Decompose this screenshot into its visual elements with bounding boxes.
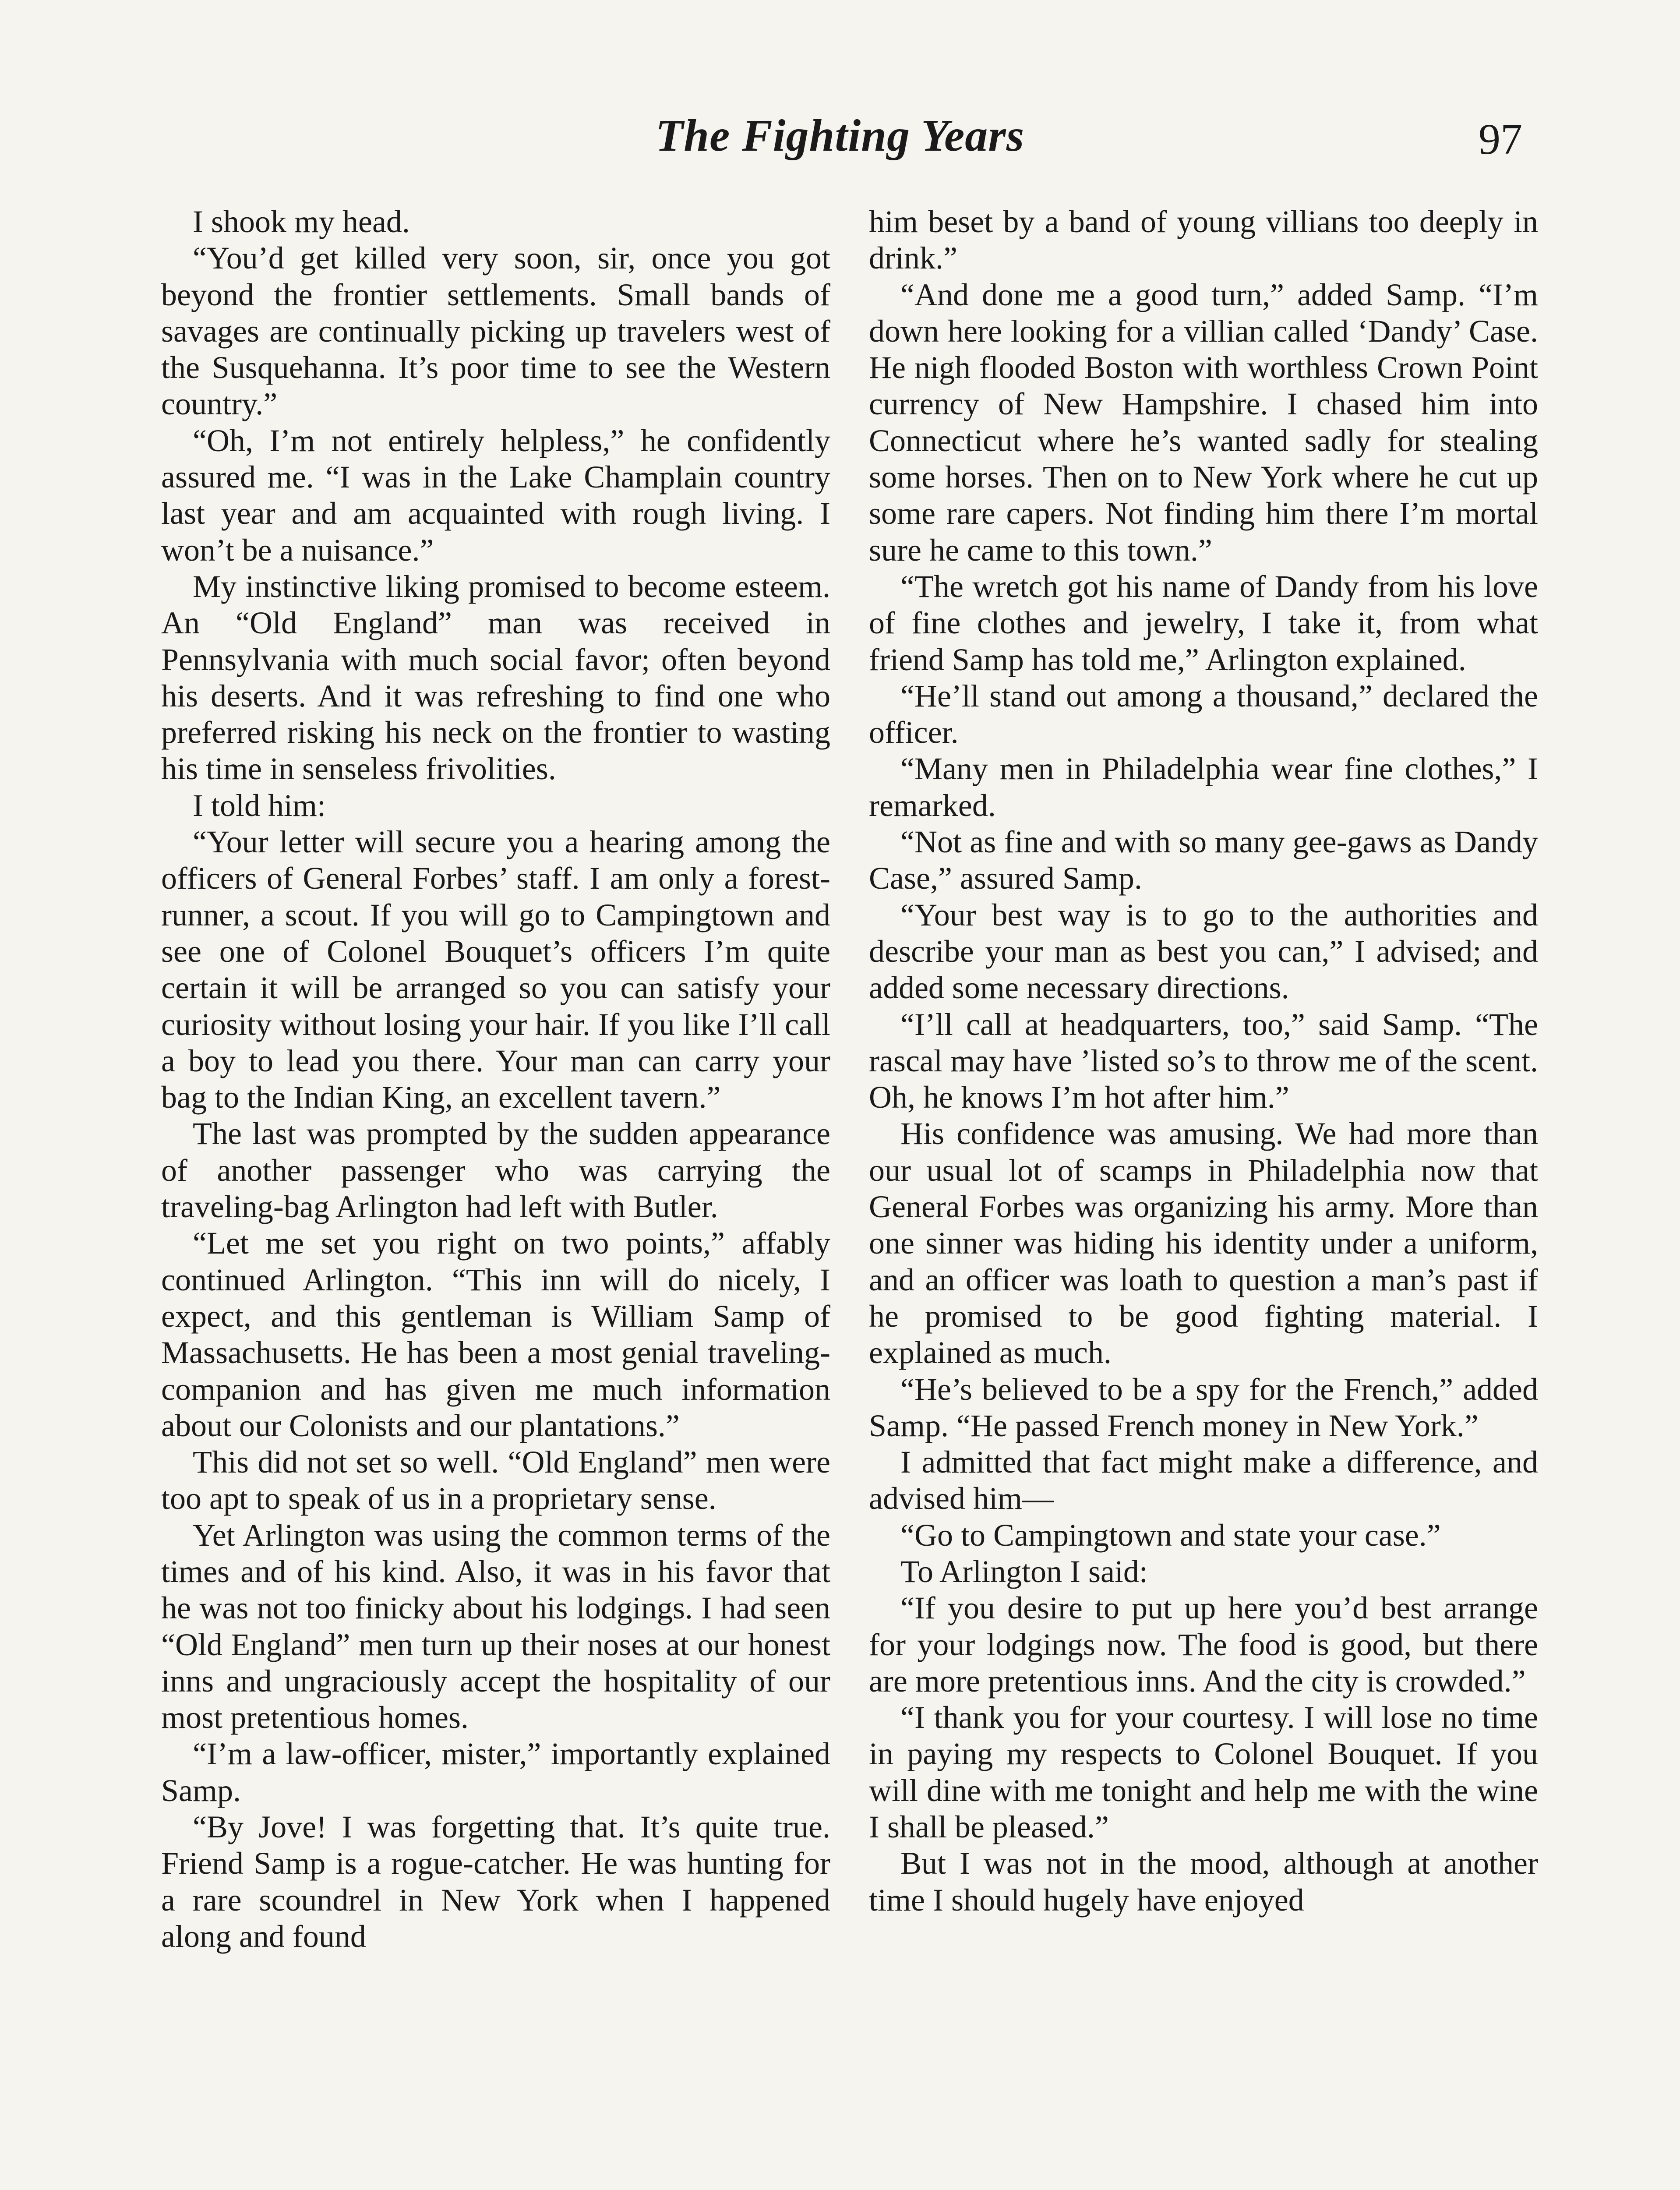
paragraph: “Your best way is to go to the authorities and describe your man as best you can,” I advised; and added some necessary directions.	[869, 897, 1538, 1006]
paragraph: “Many men in Philadelphia wear fine clothes,” I remarked.	[869, 751, 1538, 823]
paragraph: His confidence was amusing. We had more than our usual lot of scamps in Philadelphia now that General Forbes was organizing his army. More than one sinner was hiding his identity under a uniform, and an officer was loath to question a man’s past if he promised to be good fighting material. I explained as much.	[869, 1116, 1538, 1371]
paragraph: “I’m a law-officer, mister,” importantly explained Samp.	[161, 1736, 830, 1808]
paragraph: My instinctive liking promised to become esteem. An “Old England” man was received in Pennsylvania with much social favor; often beyond his deserts. And it was refreshing to find one who preferred risking his neck on the frontier to wasting his time in senseless frivolities.	[161, 569, 830, 787]
page-number: 97	[1479, 115, 1522, 163]
paragraph: “Go to Campingtown and state your case.”	[900, 1517, 1441, 1553]
page-header	[158, 101, 1522, 171]
paragraph: “I thank you for your courtesy. I will lose no time in paying my respects to Colonel Bouquet. If you will dine with me tonight and help me with the wine I shall be pleased.”	[869, 1700, 1538, 1845]
paragraph: I admitted that fact might make a difference, and advised him—	[869, 1445, 1538, 1516]
paragraph: I shook my head.	[193, 204, 410, 239]
left-column	[161, 204, 830, 1955]
paragraph: “You’d get killed very soon, sir, once you got beyond the frontier settlements. Small bands of savages are continually picking up travelers west of the Susquehanna. It’s poor time to see the Western country.”	[161, 240, 830, 422]
paragraph: “Let me set you right on two points,” affably continued Arlington. “This inn will do nicely, I expect, and this gentleman is William Samp of Massachusetts. He has been a most genial traveling-companion and has given me much information about our Colonists and our plantations.”	[161, 1226, 830, 1443]
running-title: The Fighting Years	[655, 110, 1025, 161]
paragraph: “And done me a good turn,” added Samp. “I’m down here looking for a villian called ‘Dandy’ Case. He nigh flooded Boston with worthless Crown Point currency of New Hampshire. I chased him into Connecticut where he’s wanted sadly for stealing some horses. Then on to New York where he cut up some rare capers. Not finding him there I’m mortal sure he came to this town.”	[869, 277, 1538, 568]
paragraph: I told him:	[193, 788, 326, 823]
paragraph: “By Jove! I was forgetting that. It’s quite true. Friend Samp is a rogue-catcher. He was hunting for a rare scoundrel in New York when I happened along and found	[161, 1809, 830, 1954]
paragraph: Yet Arlington was using the common terms of the times and of his kind. Also, it was in his favor that he was not too finicky about his lodgings. I had seen “Old England” men turn up their noses at our honest inns and ungraciously accept the hospitality of our most pretentious homes.	[161, 1517, 830, 1735]
paragraph: To Arlington I said:	[900, 1554, 1148, 1589]
paragraph: This did not set so well. “Old England” men were too apt to speak of us in a proprietary sense.	[161, 1445, 830, 1516]
paragraph: “Oh, I’m not entirely helpless,” he confidently assured me. “I was in the Lake Champlain country last year and am acquainted with rough living. I won’t be a nuisance.”	[161, 423, 830, 568]
paragraph: “I’ll call at headquarters, too,” said Samp. “The rascal may have ’listed so’s to throw me of the scent. Oh, he knows I’m hot after him.”	[869, 1007, 1538, 1115]
paragraph: “The wretch got his name of Dandy from his love of fine clothes and jewelry, I take it, from what friend Samp has told me,” Arlington explained.	[869, 569, 1538, 677]
paragraph: “Not as fine and with so many gee-gaws as Dandy Case,” assured Samp.	[869, 824, 1538, 896]
paragraph: “He’s believed to be a spy for the French,” added Samp. “He passed French money in New York.”	[869, 1371, 1538, 1443]
right-column	[869, 204, 1538, 1918]
paragraph: “If you desire to put up here you’d best arrange for your lodgings now. The food is good, but there are more pretentious inns. And the city is crowded.”	[869, 1590, 1538, 1699]
paragraph: “Your letter will secure you a hearing among the officers of General Forbes’ staff. I am only a forest-runner, a scout. If you will go to Campingtown and see one of Colonel Bouquet’s officers I’m quite certain it will be arranged so you can satisfy your curiosity without losing your hair. If you like I’ll call a boy to lead you there. Your man can carry your bag to the Indian King, an excellent tavern.”	[161, 824, 830, 1115]
paragraph: The last was prompted by the sudden appearance of another passenger who was carrying the traveling-bag Arlington had left with Butler.	[161, 1116, 830, 1225]
paragraph: “He’ll stand out among a thousand,” declared the officer.	[869, 678, 1538, 750]
paragraph-continued: him beset by a band of young villians too deeply in drink.”	[869, 204, 1538, 276]
paragraph: But I was not in the mood, although at another time I should hugely have enjoyed	[869, 1846, 1538, 1918]
